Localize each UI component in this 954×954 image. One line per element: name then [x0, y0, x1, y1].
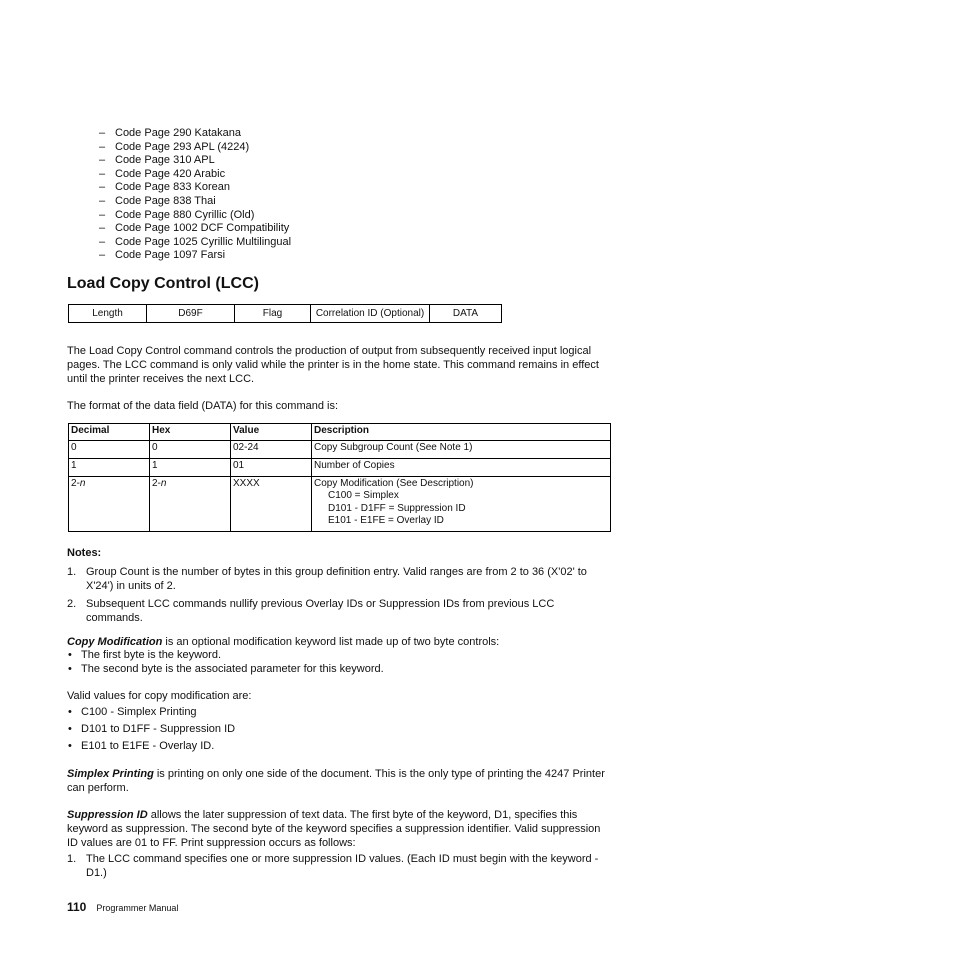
list-item: – Code Page 1002 DCF Compatibility — [99, 222, 290, 235]
list-item: – Code Page 290 Katakana — [99, 127, 241, 139]
list-item: 1. Group Count is the number of bytes in this group definition entry. Valid ranges are from 2 to 36 (X'02' to X'24') in units of 2. — [67, 566, 587, 592]
suppression-paragraph: Suppression ID allows the later suppression of text data. The first byte of the keyword, D1, specifies this keyword as suppression. The second byte of the keyword specifies a suppression identifier. Valid suppression ID values are 01 to FF. Print suppression occurs as follows: — [67, 809, 601, 849]
list-item: – Code Page 833 Korean — [99, 181, 230, 194]
column-header: Description — [312, 424, 611, 441]
structure-cell-flag: Flag — [235, 305, 311, 323]
list-item: – Code Page 1097 Farsi — [99, 249, 226, 262]
table-row: 1 1 01 Number of Copies — [69, 459, 611, 477]
list-item: 1. The LCC command specifies one or more suppression ID values. (Each ID must begin with the keyword - D1.) — [67, 853, 599, 879]
sub-value: C100 = Simplex — [328, 490, 399, 502]
structure-cell-length: Length — [69, 305, 147, 323]
structure-cell-code: D69F — [147, 305, 235, 323]
list-item: • D101 to D1FF - Suppression ID — [68, 722, 236, 735]
list-item: – Code Page 310 APL — [99, 154, 215, 167]
section-title: Load Copy Control (LCC) — [67, 275, 259, 292]
code-page-list — [99, 127, 291, 263]
list-item: • E101 to E1FE - Overlay ID. — [68, 739, 215, 752]
table-row: 0 0 02-24 Copy Subgroup Count (See Note 1) — [69, 441, 611, 459]
notes-heading: Notes: — [67, 547, 102, 559]
document-title: Programmer Manual — [96, 903, 179, 913]
structure-cell-correlation-id: Correlation ID (Optional) — [311, 305, 430, 323]
suppression-list — [67, 852, 607, 880]
simplex-paragraph: Simplex Printing is printing on only one side of the document. This is the only type of printing the 4247 Printer can perform. — [67, 768, 605, 794]
column-header: Decimal — [69, 424, 150, 441]
list-item: – Code Page 1025 Cyrillic Multilingual — [99, 235, 292, 248]
list-item: • The second byte is the associated parameter for this keyword. — [68, 662, 384, 675]
list-item: – Code Page 420 Arabic — [99, 167, 226, 180]
page-footer — [67, 900, 178, 914]
table-row: 2-n 2-n XXXX Copy Modification (See Description) C100 = Simplex D101 - D1FF = Suppression ID E101 - E1FE = Overlay ID — [69, 477, 611, 532]
list-item: – Code Page 293 APL (4224) — [99, 140, 250, 153]
copy-modification-desc: Copy Modification (See Description) — [314, 478, 474, 489]
list-item: – Code Page 880 Cyrillic (Old) — [99, 208, 255, 221]
list-item: 2. Subsequent LCC commands nullify previous Overlay IDs or Suppression IDs from previous LCC commands. — [67, 598, 555, 624]
sub-value: D101 - D1FF = Suppression ID — [328, 502, 466, 514]
list-item: • The first byte is the keyword. — [68, 649, 221, 661]
command-structure-table — [68, 304, 502, 323]
notes-list — [67, 565, 607, 625]
list-item: – Code Page 838 Thai — [99, 194, 216, 207]
page-number: 110 — [67, 900, 87, 914]
format-line: The format of the data field (DATA) for this command is: — [67, 400, 339, 412]
structure-cell-data: DATA — [430, 305, 502, 323]
copy-modification-bullets — [67, 649, 607, 676]
copy-modification-paragraph: Copy Modification is an optional modification keyword list made up of two byte controls: — [67, 636, 500, 648]
data-field-table — [68, 423, 611, 532]
list-item: • C100 - Simplex Printing — [68, 706, 197, 718]
column-header: Hex — [150, 424, 231, 441]
sub-value: E101 - E1FE = Overlay ID — [328, 515, 444, 527]
intro-paragraph: The Load Copy Control command controls the production of output from subsequently received input logical pages. The LCC command is only valid while the printer is in the home state. This command remains in effect until the printer receives the next LCC. — [67, 345, 599, 385]
valid-values-intro: Valid values for copy modification are: — [67, 690, 252, 702]
valid-values-list — [67, 706, 607, 754]
column-header: Value — [231, 424, 312, 441]
